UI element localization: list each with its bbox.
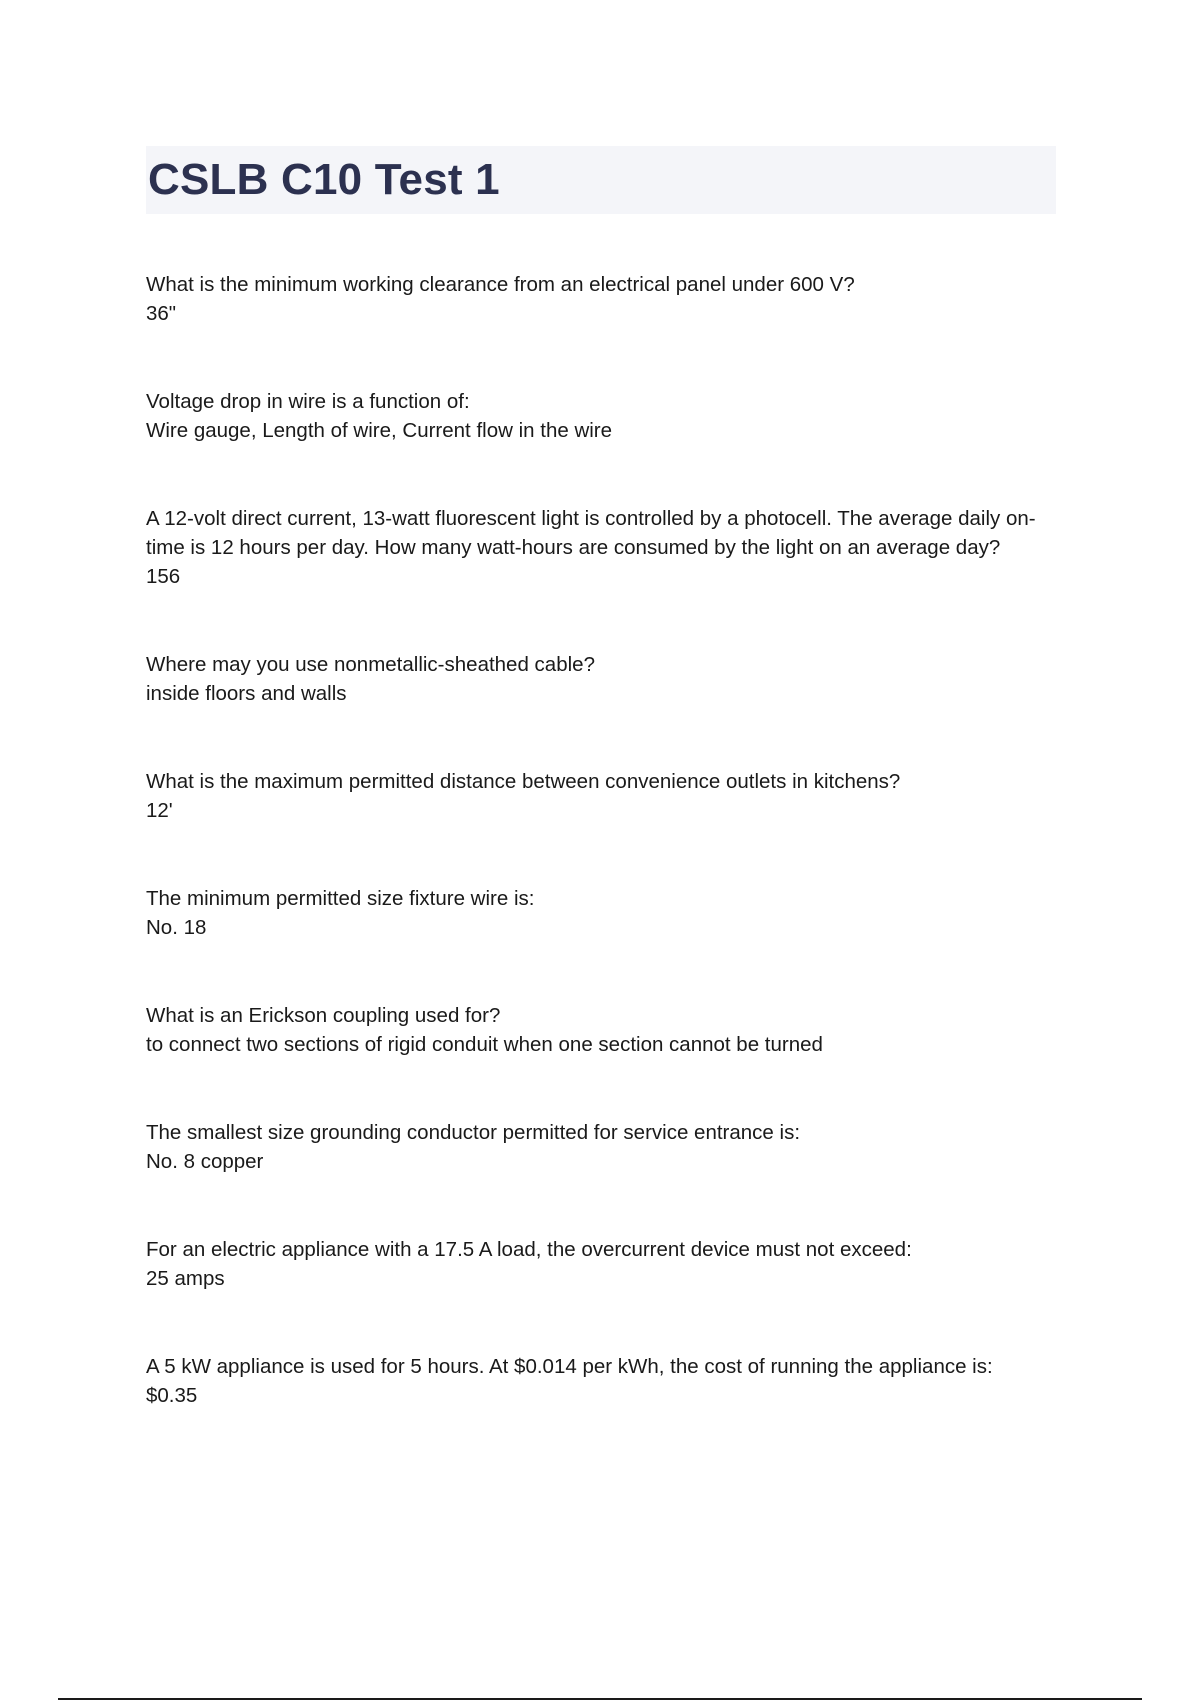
answer-text: 36": [146, 302, 177, 325]
question-text: What is an Erickson coupling used for?: [146, 1004, 501, 1027]
qa-item: [146, 270, 1056, 328]
question-text: What is the maximum permitted distance between convenience outlets in kitchens?: [146, 770, 901, 793]
qa-list: [146, 270, 1056, 1410]
answer-text: to connect two sections of rigid conduit when one section cannot be turned: [146, 1033, 823, 1056]
answer-text: No. 18: [146, 916, 207, 939]
qa-item: [146, 1352, 1056, 1410]
qa-item: [146, 387, 1056, 445]
document-page: [146, 146, 1056, 1469]
question-text: Where may you use nonmetallic-sheathed cable?: [146, 653, 595, 676]
page-title: CSLB C10 Test 1: [148, 155, 500, 204]
qa-item: [146, 1235, 1056, 1293]
question-text: A 12-volt direct current, 13-watt fluorescent light is controlled by a photocell. The average daily on-time is 12 hours per day. How many watt-hours are consumed by the light on an average day?: [146, 507, 1036, 559]
question-text: The minimum permitted size fixture wire is:: [146, 887, 535, 910]
answer-text: 25 amps: [146, 1267, 225, 1290]
qa-item: [146, 884, 1056, 942]
qa-item: [146, 1118, 1056, 1176]
answer-text: Wire gauge, Length of wire, Current flow in the wire: [146, 419, 613, 442]
question-text: What is the minimum working clearance from an electrical panel under 600 V?: [146, 273, 855, 296]
answer-text: 156: [146, 565, 181, 588]
answer-text: 12': [146, 799, 173, 822]
answer-text: inside floors and walls: [146, 682, 347, 705]
answer-text: No. 8 copper: [146, 1150, 264, 1173]
answer-text: $0.35: [146, 1384, 198, 1407]
qa-item: [146, 1001, 1056, 1059]
qa-item: [146, 767, 1056, 825]
title-bar: [146, 146, 1056, 214]
question-text: Voltage drop in wire is a function of:: [146, 390, 470, 413]
qa-item: [146, 504, 1056, 591]
question-text: For an electric appliance with a 17.5 A load, the overcurrent device must not exceed:: [146, 1238, 912, 1261]
question-text: A 5 kW appliance is used for 5 hours. At $0.014 per kWh, the cost of running the appliance is:: [146, 1355, 993, 1378]
qa-item: [146, 650, 1056, 708]
question-text: The smallest size grounding conductor permitted for service entrance is:: [146, 1121, 801, 1144]
